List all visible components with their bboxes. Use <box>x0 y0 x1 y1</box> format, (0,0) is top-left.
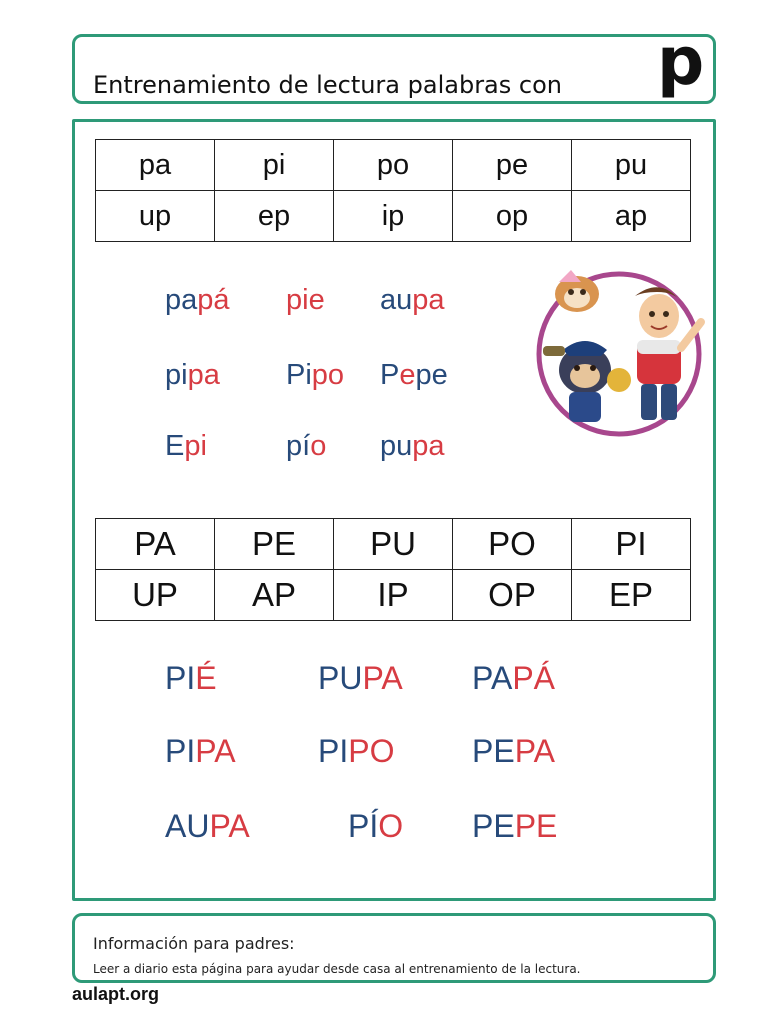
worksheet-panel <box>72 119 716 901</box>
word: PIÉ <box>165 660 217 696</box>
word: papá <box>165 284 230 316</box>
syllable-cell: UP <box>96 570 215 621</box>
word: PAPÁ <box>472 660 555 696</box>
page-title: Entrenamiento de lectura palabras con <box>93 71 562 99</box>
word: aupa <box>380 284 445 316</box>
syllable-cell: PU <box>334 519 453 570</box>
target-letter: p <box>657 23 705 100</box>
table-row <box>96 191 691 242</box>
word: Pipo <box>286 359 345 391</box>
syllable-cell: EP <box>572 570 691 621</box>
word: PEPE <box>472 808 558 844</box>
cartoon-characters-illustration <box>531 262 707 438</box>
word: PIPA <box>165 733 236 769</box>
parents-info-text: Leer a diario esta página para ayudar desde casa al entrenamiento de la lectura. <box>93 962 581 976</box>
word: PUPA <box>318 660 403 696</box>
word: PEPA <box>472 733 555 769</box>
uppercase-syllable-table <box>95 518 691 621</box>
word: pío <box>286 430 327 462</box>
word: pie <box>286 284 325 316</box>
syllable-cell: pa <box>96 140 215 191</box>
syllable-cell: AP <box>215 570 334 621</box>
syllable-cell: PE <box>215 519 334 570</box>
lowercase-syllable-table <box>95 139 691 242</box>
word: PIPO <box>318 733 395 769</box>
title-banner <box>72 23 716 104</box>
syllable-cell: ip <box>334 191 453 242</box>
syllable-cell: PO <box>453 519 572 570</box>
table-row <box>96 519 691 570</box>
word: PÍO <box>348 808 404 844</box>
syllable-cell: pi <box>215 140 334 191</box>
parents-info-box <box>72 913 716 983</box>
table-row <box>96 140 691 191</box>
site-url: aulapt.org <box>72 984 160 1004</box>
word: pipa <box>165 359 220 391</box>
word: AUPA <box>165 808 250 844</box>
word: Pepe <box>380 359 448 391</box>
syllable-cell: pe <box>453 140 572 191</box>
table-row <box>96 570 691 621</box>
word: Epi <box>165 430 207 462</box>
parents-info-heading: Información para padres: <box>93 934 295 953</box>
syllable-cell: IP <box>334 570 453 621</box>
syllable-cell: op <box>453 191 572 242</box>
syllable-cell: po <box>334 140 453 191</box>
syllable-cell: ap <box>572 191 691 242</box>
syllable-cell: PI <box>572 519 691 570</box>
syllable-cell: PA <box>96 519 215 570</box>
word: pupa <box>380 430 445 462</box>
syllable-cell: OP <box>453 570 572 621</box>
syllable-cell: ep <box>215 191 334 242</box>
syllable-cell: up <box>96 191 215 242</box>
syllable-cell: pu <box>572 140 691 191</box>
